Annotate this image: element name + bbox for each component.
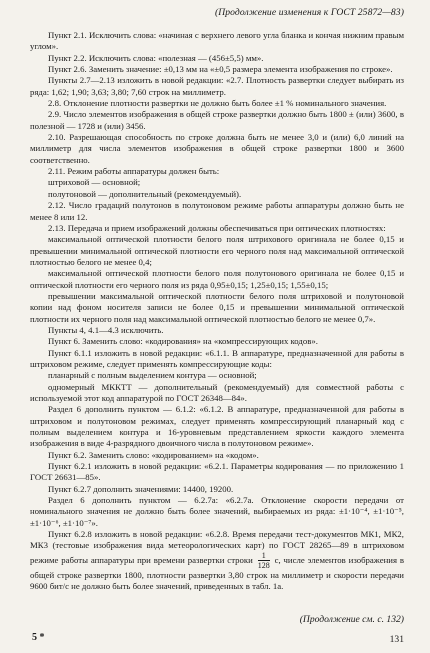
running-header: (Продолжение изменения к ГОСТ 25872—83) — [214, 7, 404, 18]
paragraph: Пункт 2.6. Заменить значение: ±0,13 мм на «±0,5 размера элемента изображения по строке». — [48, 64, 393, 75]
page-number: 131 — [389, 634, 404, 645]
paragraph: Раздел 6 дополнить пунктом — 6.2.7а: «6.2.7а. Отклонение скорости передачи от номинального значения не должно быть более значений, выбираемых из ряда: ±1·10⁻⁴, ±1·10⁻⁵, ±1·10⁻⁶, ±1·10⁻⁷». — [30, 495, 404, 528]
paragraph: 2.10. Разрешающая способность по строке должна быть не менее 3,0 и (или) 6,0 линий на миллиметр для числа элементов изображения в общей строке развертки 1800 и 3600 соответственно. — [30, 132, 404, 165]
document-body — [30, 30, 404, 593]
paragraph: 2.8. Отклонение плотности развертки не должно быть более ±1 % номинального значения. — [48, 98, 387, 109]
paragraph: максимальной оптической плотности белого поля штрихового оригинала не более 0,15 и превышении минимальной оптической плотности его черного поля над максимальной оптической плотностью белого не менее 0,4; — [30, 234, 404, 267]
paragraph: Пункт 6. Заменить слово: «кодирования» на «компрессирующих кодов». — [48, 336, 318, 347]
fraction — [258, 552, 270, 570]
paragraph: 2.12. Число градаций полутонов в полутоновом режиме работы аппаратуры должно быть не менее 8 или 12. — [30, 200, 404, 222]
paragraph: 2.13. Передача и прием изображений должны обеспечиваться при оптических плотностях: — [48, 222, 386, 233]
paragraph: Пункт 2.2. Исключить слова: «полезная — (456±5,5) мм». — [48, 52, 264, 63]
paragraph: Пункт 6.1.1 изложить в новой редакции: «6.1.1. В аппаратуре, предназначенной для работы в штриховом режиме, следует применять компрессирующие коды: — [30, 347, 404, 369]
signature-mark: 5 * — [32, 632, 45, 643]
paragraph: 2.9. Число элементов изображения в общей строке развертки должно быть 1800 ± (или) 3600, в полезной — 1728 и (или) 3456. — [30, 109, 404, 131]
paragraph: одномерный МККТТ — дополнительный (рекомендуемый) для совместной работы с используемой этот код аппаратурой по ГОСТ 26348—84». — [30, 381, 404, 403]
paragraph-list — [30, 30, 404, 529]
paragraph: максимальной оптической плотности белого поля полутонового оригинала не более 0,15 и оптической плотности его черного поля из ряда 0,95±0,15; 1,25±0,15; 1,55±0,15; — [30, 268, 404, 290]
paragraph: Пункт 6.2.7 дополнить значениями: 14400, 19200. — [48, 483, 234, 494]
paragraph: полутоновой — дополнительный (рекомендуемый). — [48, 188, 242, 199]
paragraph: Пункт 6.2. Заменить слово: «кодированием» на «кодом». — [48, 449, 259, 460]
paragraph: планарный с полным выделением контура — основной; — [48, 370, 257, 381]
paragraph: 2.11. Режим работы аппаратуры должен быть: — [48, 166, 220, 177]
fraction-numerator: 1 — [261, 550, 266, 560]
paragraph: Пункты 2.7—2.13 изложить в новой редакции: «2.7. Плотность развертки следует выбирать из ряда: 1,62; 1,90; 3,63; 3,80; 7,60 строк на миллиметр. — [30, 75, 404, 97]
paragraph-with-fraction — [30, 529, 404, 592]
paragraph: Пункт 2.1. Исключить слова: «начиная с верхнего левого угла бланка и кончая нижним правым углом». — [30, 30, 404, 52]
fraction-paragraph-after: с, числе элементов изображения в общей строке развертки 1800, плотности развертки 3,80 строк на миллиметр и скорости передачи 9600 бит/с не должно быть более значений, приведенных в табл. 1а. — [30, 554, 405, 592]
paragraph: Пункты 4, 4.1—4.3 исключить. — [48, 324, 164, 335]
paragraph: штриховой — основной; — [48, 177, 141, 188]
fraction-paragraph-before: Пункт 6.2.8 изложить в новой редакции: «6.2.8. Время передачи тест-документов МК1, МК2, МК3 (тестовые изображения вида метеорологических карт) по ГОСТ 28265—89 в штриховом режиме работы аппаратуры при времени развертки строки — [30, 529, 404, 565]
paragraph: Пункт 6.2.1 изложить в новой редакции: «6.2.1. Параметры кодирования — по приложению 1 ГОСТ 26631—85». — [30, 461, 404, 483]
continuation-note: (Продолжение см. с. 132) — [299, 614, 404, 625]
paragraph: превышении максимальной оптической плотности белого поля штриховой и полутоновой копии над фоном носителя записи не более 0,15 и превышении минимальной оптической плотности их черного поля над максимальной оптической плотностью белого не менее 0,7». — [30, 290, 404, 324]
fraction-denominator: 128 — [257, 560, 270, 570]
paragraph: Раздел 6 дополнить пунктом — 6.1.2: «6.1.2. В аппаратуре, предназначенной для работы в штриховом и полутоновом режимах, следует применять компрессирующий планарный код с полным выделением контура и 16-уровневым представлением яркости каждого элемента изображения в виде 4-разрядного двоичного числа в полутоновом режиме». — [30, 404, 404, 449]
